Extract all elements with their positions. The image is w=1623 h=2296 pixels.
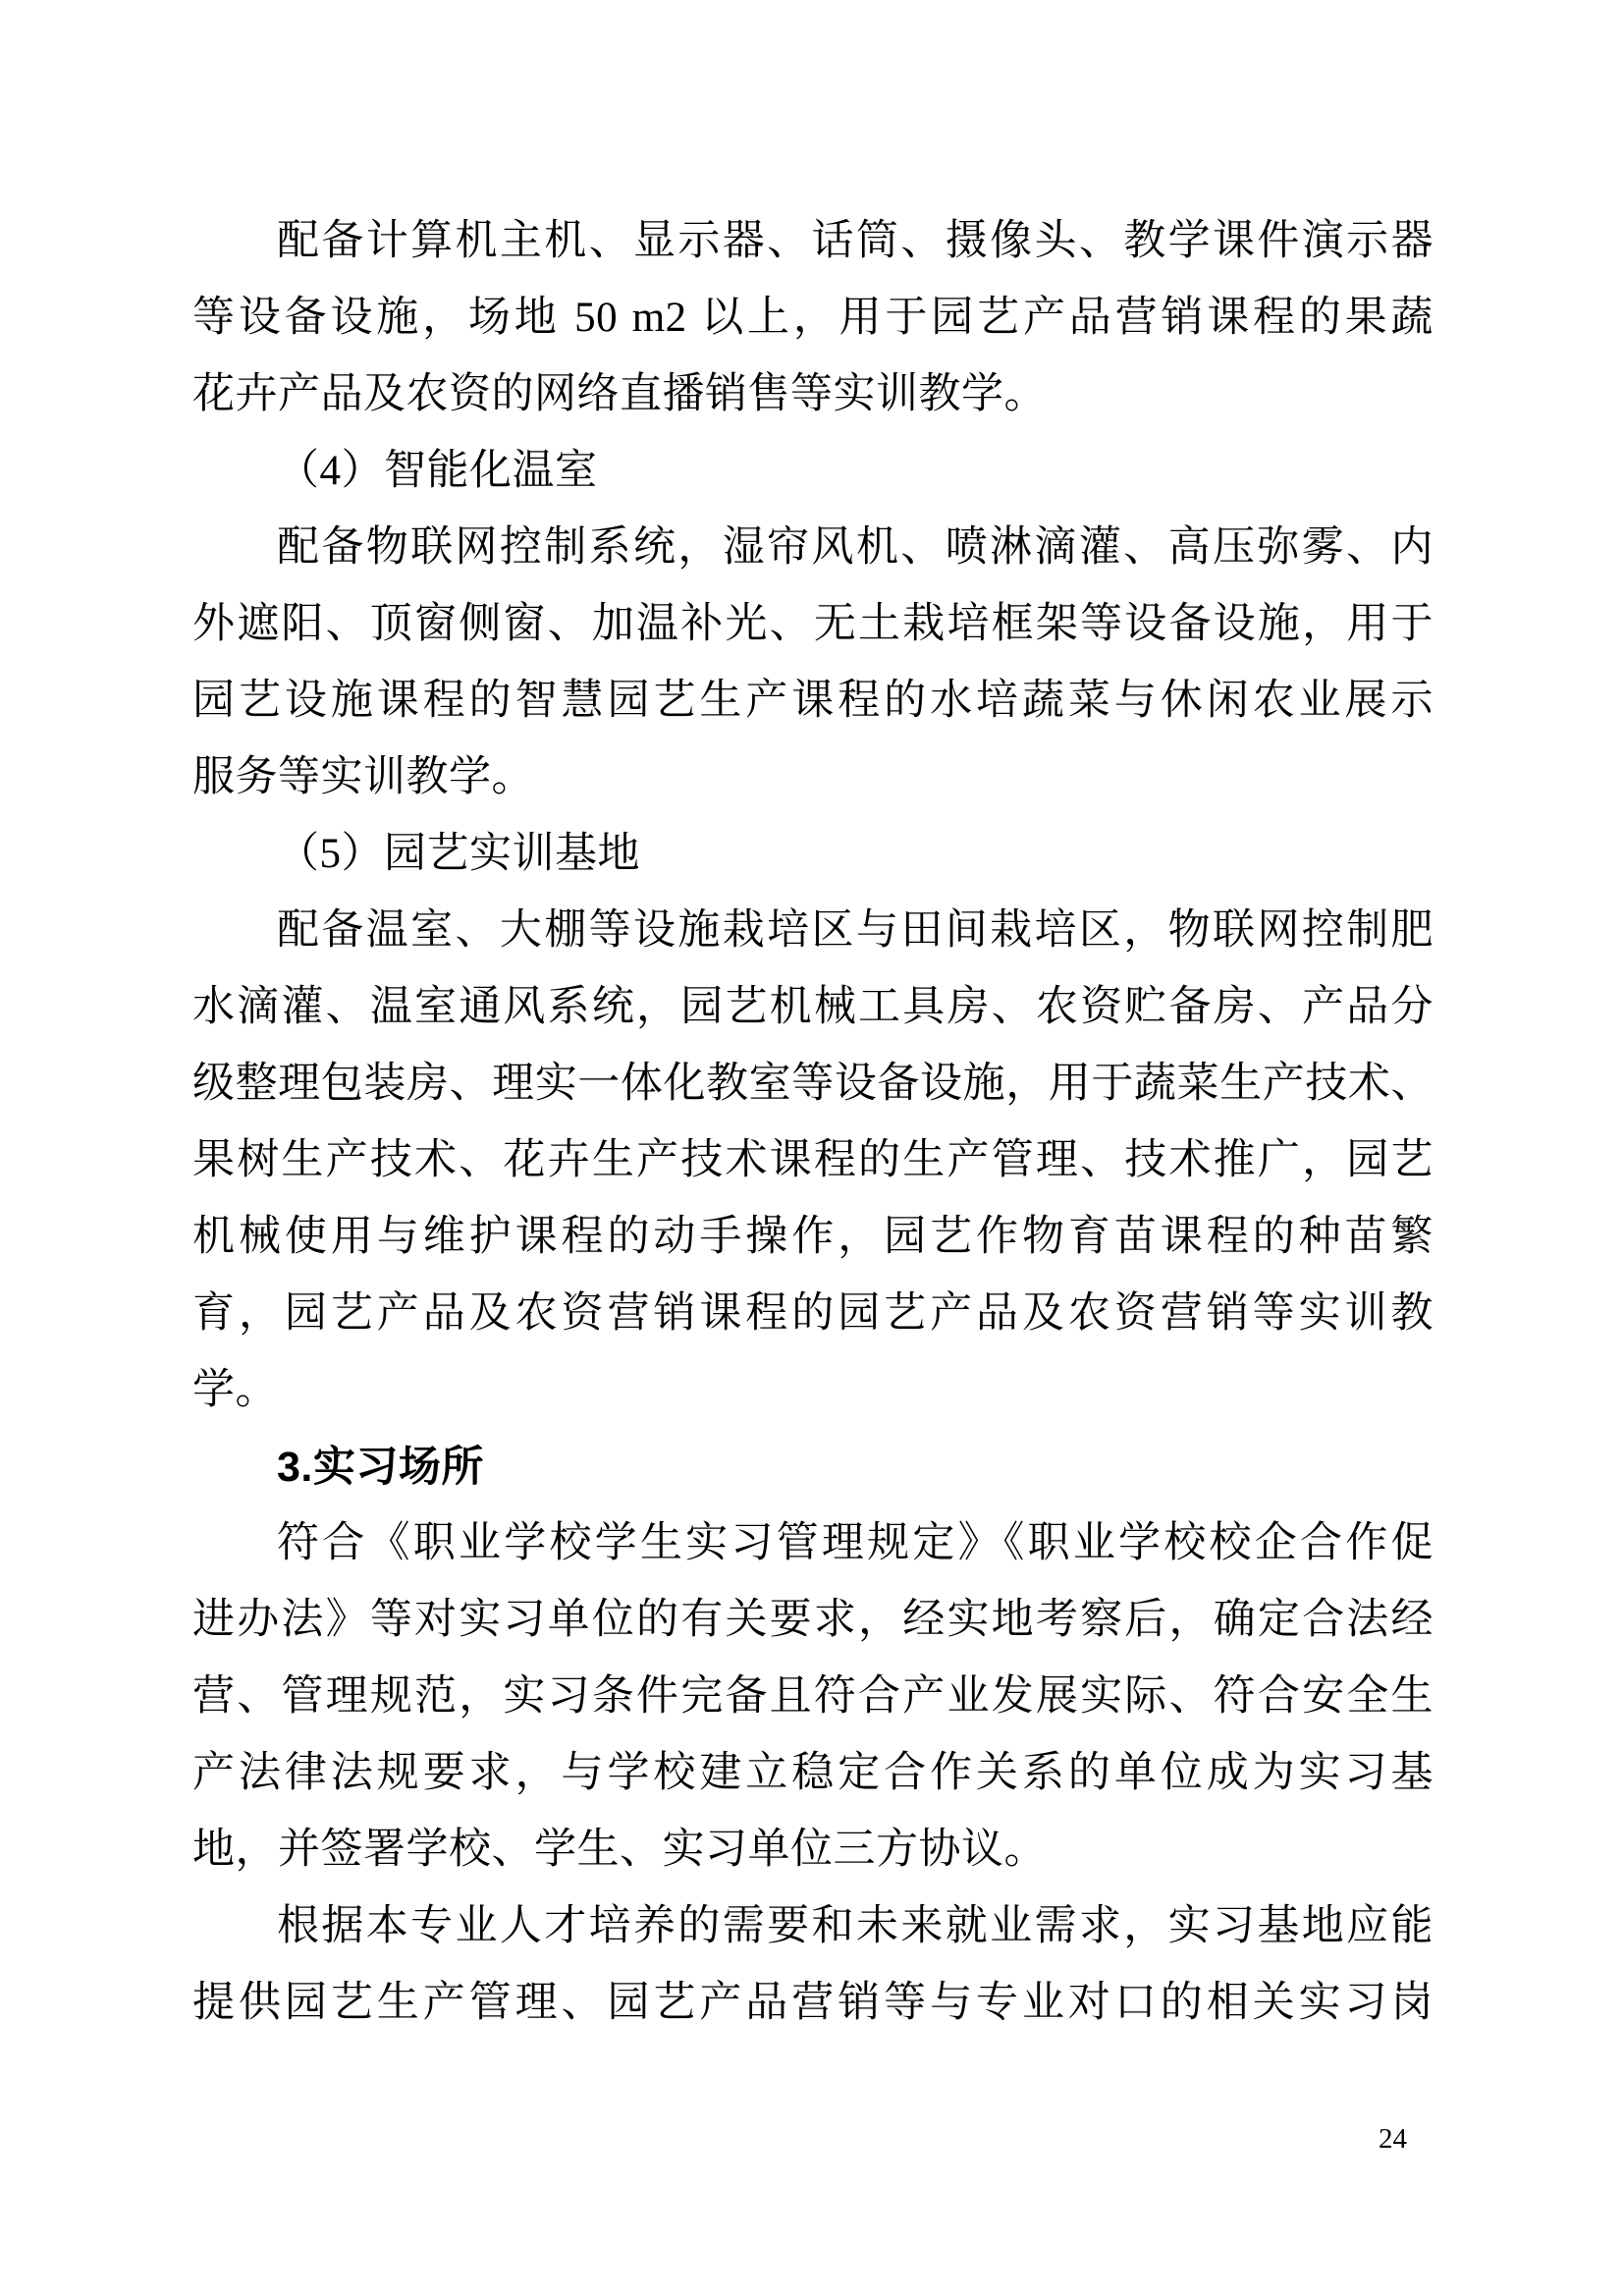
paragraph-line: 果树生产技术、花卉生产技术课程的生产管理、技术推广，园艺 bbox=[192, 1137, 1434, 1183]
paragraph-line: 花卉产品及农资的网络直播销售等实训教学。 bbox=[192, 371, 1047, 417]
paragraph-line: 配备计算机主机、显示器、话筒、摄像头、教学课件演示器 bbox=[277, 218, 1434, 264]
paragraph-line: 产法律法规要求，与学校建立稳定合作关系的单位成为实习基 bbox=[192, 1750, 1434, 1796]
paragraph-line: 根据本专业人才培养的需要和未来就业需求，实习基地应能 bbox=[277, 1903, 1434, 1949]
section-heading-internship: 3.实习场所 bbox=[277, 1444, 484, 1491]
page-number: 24 bbox=[1379, 2123, 1407, 2155]
paragraph-line: 育，园艺产品及农资营销课程的园艺产品及农资营销等实训教 bbox=[192, 1290, 1434, 1337]
subsection-heading-5: （5）园艺实训基地 bbox=[277, 831, 640, 877]
paragraph-line: 学。 bbox=[192, 1367, 278, 1413]
paragraph-line: 进办法》等对实习单位的有关要求，经实地考察后，确定合法经 bbox=[192, 1597, 1434, 1643]
subsection-heading-4: （4）智能化温室 bbox=[277, 448, 598, 494]
paragraph-line: 园艺设施课程的智慧园艺生产课程的水培蔬菜与休闲农业展示 bbox=[192, 678, 1434, 724]
paragraph-line: 机械使用与维护课程的动手操作，园艺作物育苗课程的种苗繁 bbox=[192, 1214, 1434, 1260]
paragraph-line: 配备物联网控制系统，湿帘风机、喷淋滴灌、高压弥雾、内 bbox=[277, 524, 1434, 571]
paragraph-line: 外遮阳、顶窗侧窗、加温补光、无土栽培框架等设备设施，用于 bbox=[192, 601, 1434, 647]
paragraph-line: 水滴灌、温室通风系统，园艺机械工具房、农资贮备房、产品分 bbox=[192, 984, 1434, 1030]
paragraph-line: 服务等实训教学。 bbox=[192, 754, 534, 800]
text-block bbox=[192, 203, 1434, 2042]
paragraph-line: 配备温室、大棚等设施栽培区与田间栽培区，物联网控制肥 bbox=[277, 907, 1434, 954]
paragraph-line: 营、管理规范，实习条件完备且符合产业发展实际、符合安全生 bbox=[192, 1673, 1434, 1720]
paragraph-line: 提供园艺生产管理、园艺产品营销等与专业对口的相关实习岗 bbox=[192, 1980, 1434, 2026]
paragraph-line: 等设备设施，场地 50 m2 以上，用于园艺产品营销课程的果蔬 bbox=[192, 295, 1434, 341]
paragraph-line: 符合《职业学校学生实习管理规定》《职业学校校企合作促 bbox=[277, 1520, 1434, 1566]
paragraph-line: 地，并签署学校、学生、实习单位三方协议。 bbox=[192, 1827, 1047, 1873]
paragraph-line: 级整理包装房、理实一体化教室等设备设施，用于蔬菜生产技术、 bbox=[192, 1061, 1434, 1107]
